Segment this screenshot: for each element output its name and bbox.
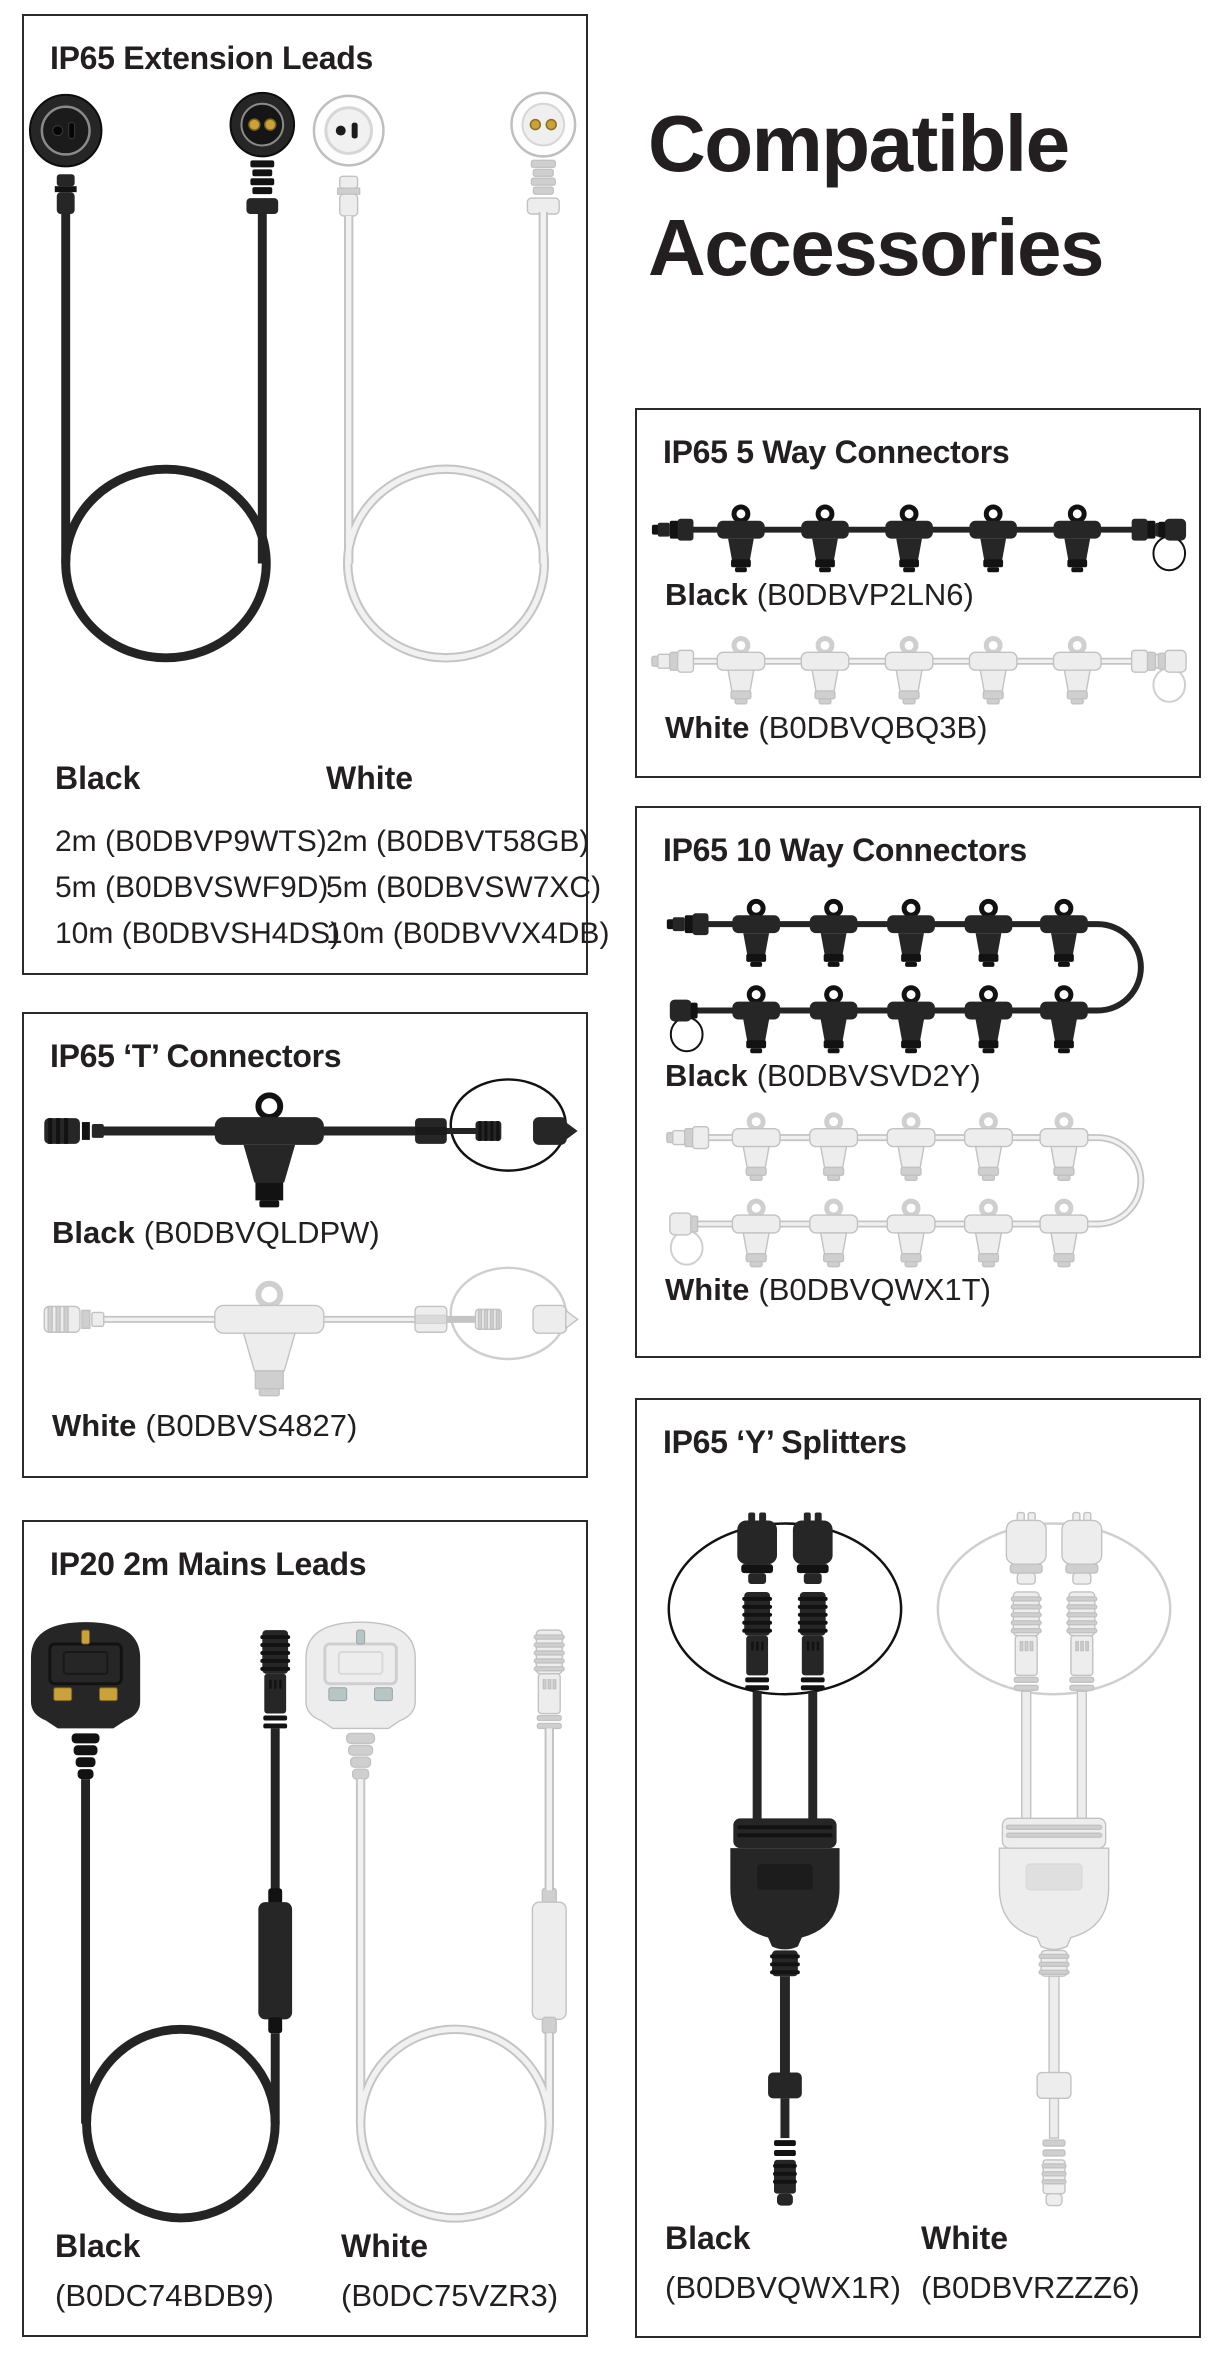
t-connector-white-label [52,1408,357,1444]
ten-way-white-label [665,1272,991,1308]
section-title: IP20 2m Mains Leads [50,1546,367,1582]
ten-way-white [667,1115,1141,1267]
product-code-line: 5m (B0DBVSWF9D) [55,871,329,904]
variant-color-label: White [341,2228,429,2264]
variant-color-label: Black [55,2228,141,2264]
t-connector-black [44,1079,577,1207]
product-code: (B0DC74BDB9) [55,2278,274,2313]
variant-color-label: White [52,1408,137,1443]
ten-way-black [667,901,1141,1053]
five-way-black-label [665,577,974,613]
mains-lead-black [31,1622,292,2218]
product-code: (B0DBVQWX1R) [665,2270,901,2305]
page-title: Compatible Accessories [648,99,1103,292]
variant-color-label: Black [665,1058,748,1093]
t-connector-black-label [52,1215,380,1251]
white-extension-lead [314,93,575,658]
product-code-line: 10m (B0DBVVX4DB) [326,917,610,950]
section-y-splitters [635,1398,1201,2338]
variant-color-label: Black [55,760,141,796]
section-title: IP65 Extension Leads [50,40,374,76]
product-code-line: 10m (B0DBVSH4DS) [55,917,341,950]
variant-color-label: White [326,760,414,796]
section-title: IP65 ‘T’ Connectors [50,1038,342,1074]
extension-leads-black-column [55,760,340,957]
section-t-connectors [22,1012,588,1478]
variant-color-label: White [665,1272,750,1307]
variant-color-label: Black [665,577,748,612]
ten-way-black-label [665,1058,981,1094]
mains-lead-white [306,1622,566,2218]
variant-color-label: Black [665,2220,751,2256]
extension-leads-white-column [326,760,609,957]
black-extension-lead [30,93,294,658]
black-female-connector-face [30,95,101,166]
product-code: (B0DBVQWX1T) [758,1272,991,1307]
product-code-line: 2m (B0DBVP9WTS) [55,825,327,858]
black-male-connector-face [231,93,295,157]
product-code: (B0DBVQLDPW) [143,1215,380,1250]
product-code-line: 5m (B0DBVSW7XC) [326,871,602,904]
t-connector-white [44,1268,577,1396]
section-title: IP65 ‘Y’ Splitters [663,1424,907,1460]
section-mains-leads [22,1520,588,2337]
section-title: IP65 10 Way Connectors [663,832,1027,868]
product-code-line: 2m (B0DBVT58GB) [326,825,590,858]
white-male-connector-face [512,93,576,157]
mains-leads-illustration [24,1522,586,2335]
y-splitters-illustration [637,1400,1199,2336]
five-way-white-label [665,710,988,746]
section-extension-leads [22,14,610,975]
five-way-white [652,639,1186,704]
section-five-way-connectors [635,408,1201,778]
five-way-black [652,507,1186,572]
product-code: (B0DC75VZR3) [341,2278,559,2313]
section-ten-way-connectors [635,806,1201,1358]
y-splitter-black [669,1513,901,2206]
variant-color-label: Black [52,1215,135,1250]
y-splitter-white [938,1513,1170,2206]
product-code: (B0DBVP2LN6) [756,577,974,612]
white-female-connector-face [314,96,384,166]
section-title: IP65 5 Way Connectors [663,434,1010,470]
product-code: (B0DBVS4827) [145,1408,358,1443]
product-code: (B0DBVSVD2Y) [756,1058,981,1093]
product-code: (B0DBVQBQ3B) [758,710,988,745]
variant-color-label: White [921,2220,1009,2256]
product-code: (B0DBVRZZZ6) [921,2270,1140,2305]
variant-color-label: White [665,710,750,745]
